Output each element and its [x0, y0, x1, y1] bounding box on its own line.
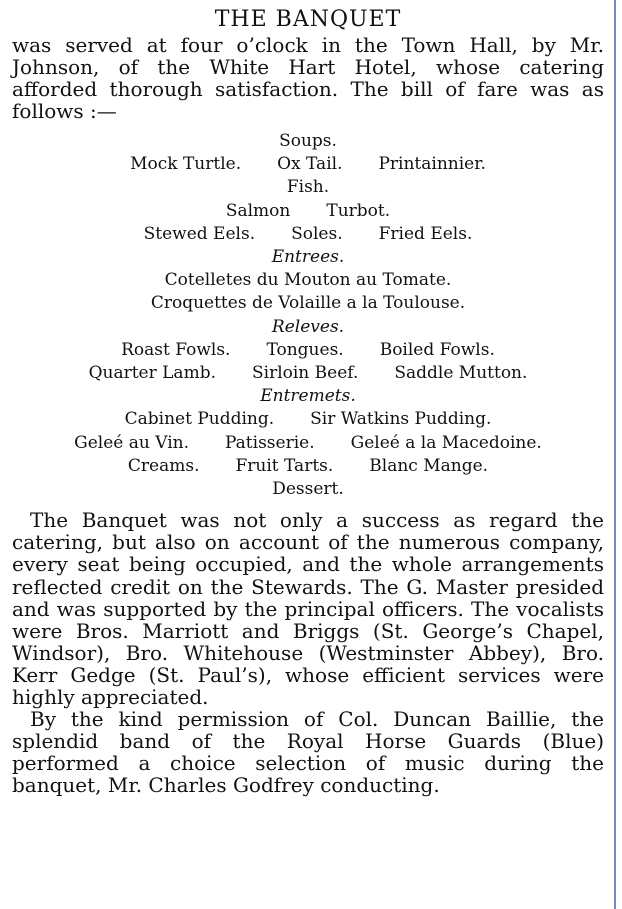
menu-item: Stewed Eels.	[143, 223, 256, 244]
menu-heading-entrees: Entrees.	[271, 247, 345, 268]
menu-item: Creams.	[127, 455, 200, 476]
menu-item: Fried Eels.	[378, 223, 473, 244]
body-paragraph-2: The Banquet was not only a success as regard the catering, but also on account of the numerous company, every seat being occupied, and the whole arrangements reflected credit on the Stewards. The G. Master presided and was supported by the principal officers. The vocalists were Bros. Marriott and Briggs (St. George’s Chapel, Windsor), Bro. Whitehouse (Westminster Abbey), Bro. Kerr Gedge (St. Paul’s), whose efficient services were highly appreciated.	[12, 508, 604, 709]
menu-heading-soups: Soups.	[279, 131, 337, 151]
bill-of-fare	[12, 130, 604, 501]
menu-row-releves-1	[12, 339, 604, 362]
menu-item: Boiled Fowls.	[379, 339, 495, 360]
menu-item: Geleé au Vin.	[74, 432, 189, 453]
menu-item: Quarter Lamb.	[88, 363, 216, 384]
menu-item: Cotelletes du Mouton au Tomate.	[164, 270, 452, 291]
menu-item: Croquettes de Volaille a la Toulouse.	[150, 293, 466, 314]
menu-row-entrees-1	[12, 269, 604, 292]
menu-item: Turbot.	[326, 200, 391, 221]
menu-item: Blanc Mange.	[369, 455, 489, 476]
menu-item: Geleé a la Macedoine.	[350, 432, 542, 453]
menu-heading-dessert: Dessert.	[272, 479, 344, 500]
body-paragraph-3: By the kind permission of Col. Duncan Baillie, the splendid band of the Royal Horse Guards (Blue) performed a choice selection of music during the banquet, Mr. Charles Godfrey conducting.	[12, 707, 604, 798]
menu-item: Mock Turtle.	[130, 154, 242, 175]
menu-item: Sir Watkins Pudding.	[310, 409, 492, 430]
menu-heading-fish: Fish.	[286, 177, 330, 198]
menu-row-soups	[12, 153, 604, 176]
menu-item: Tongues.	[266, 339, 344, 360]
menu-row-fish-2	[12, 223, 604, 246]
menu-item: Cabinet Pudding.	[124, 409, 275, 430]
menu-row-fish-1	[12, 200, 604, 223]
menu-heading-releves: Releves.	[271, 316, 345, 337]
menu-row-entremets-2	[12, 432, 604, 455]
menu-row-entremets-1	[12, 408, 604, 431]
lead-paragraph: was served at four o’clock in the Town Hall, by Mr. Johnson, of the White Hart Hotel, whose catering afforded thorough satisfaction. The bill of fare was as follows :—	[12, 33, 604, 123]
menu-row-releves-2	[12, 362, 604, 385]
article-title: THE BANQUET	[214, 7, 402, 32]
menu-item: Patisserie.	[225, 432, 315, 453]
menu-item: Soles.	[291, 223, 343, 244]
column-rule	[614, 0, 616, 909]
menu-item: Printainnier.	[378, 154, 486, 175]
menu-item: Roast Fowls.	[121, 339, 231, 360]
menu-item: Fruit Tarts.	[235, 455, 334, 476]
menu-item: Sirloin Beef.	[251, 363, 359, 384]
menu-row-entrees-2	[12, 292, 604, 315]
menu-row-entremets-3	[12, 455, 604, 478]
menu-heading-entremets: Entremets.	[260, 386, 356, 407]
menu-item: Saddle Mutton.	[394, 363, 528, 384]
menu-item: Ox Tail.	[277, 154, 343, 175]
menu-item: Salmon	[225, 200, 291, 221]
